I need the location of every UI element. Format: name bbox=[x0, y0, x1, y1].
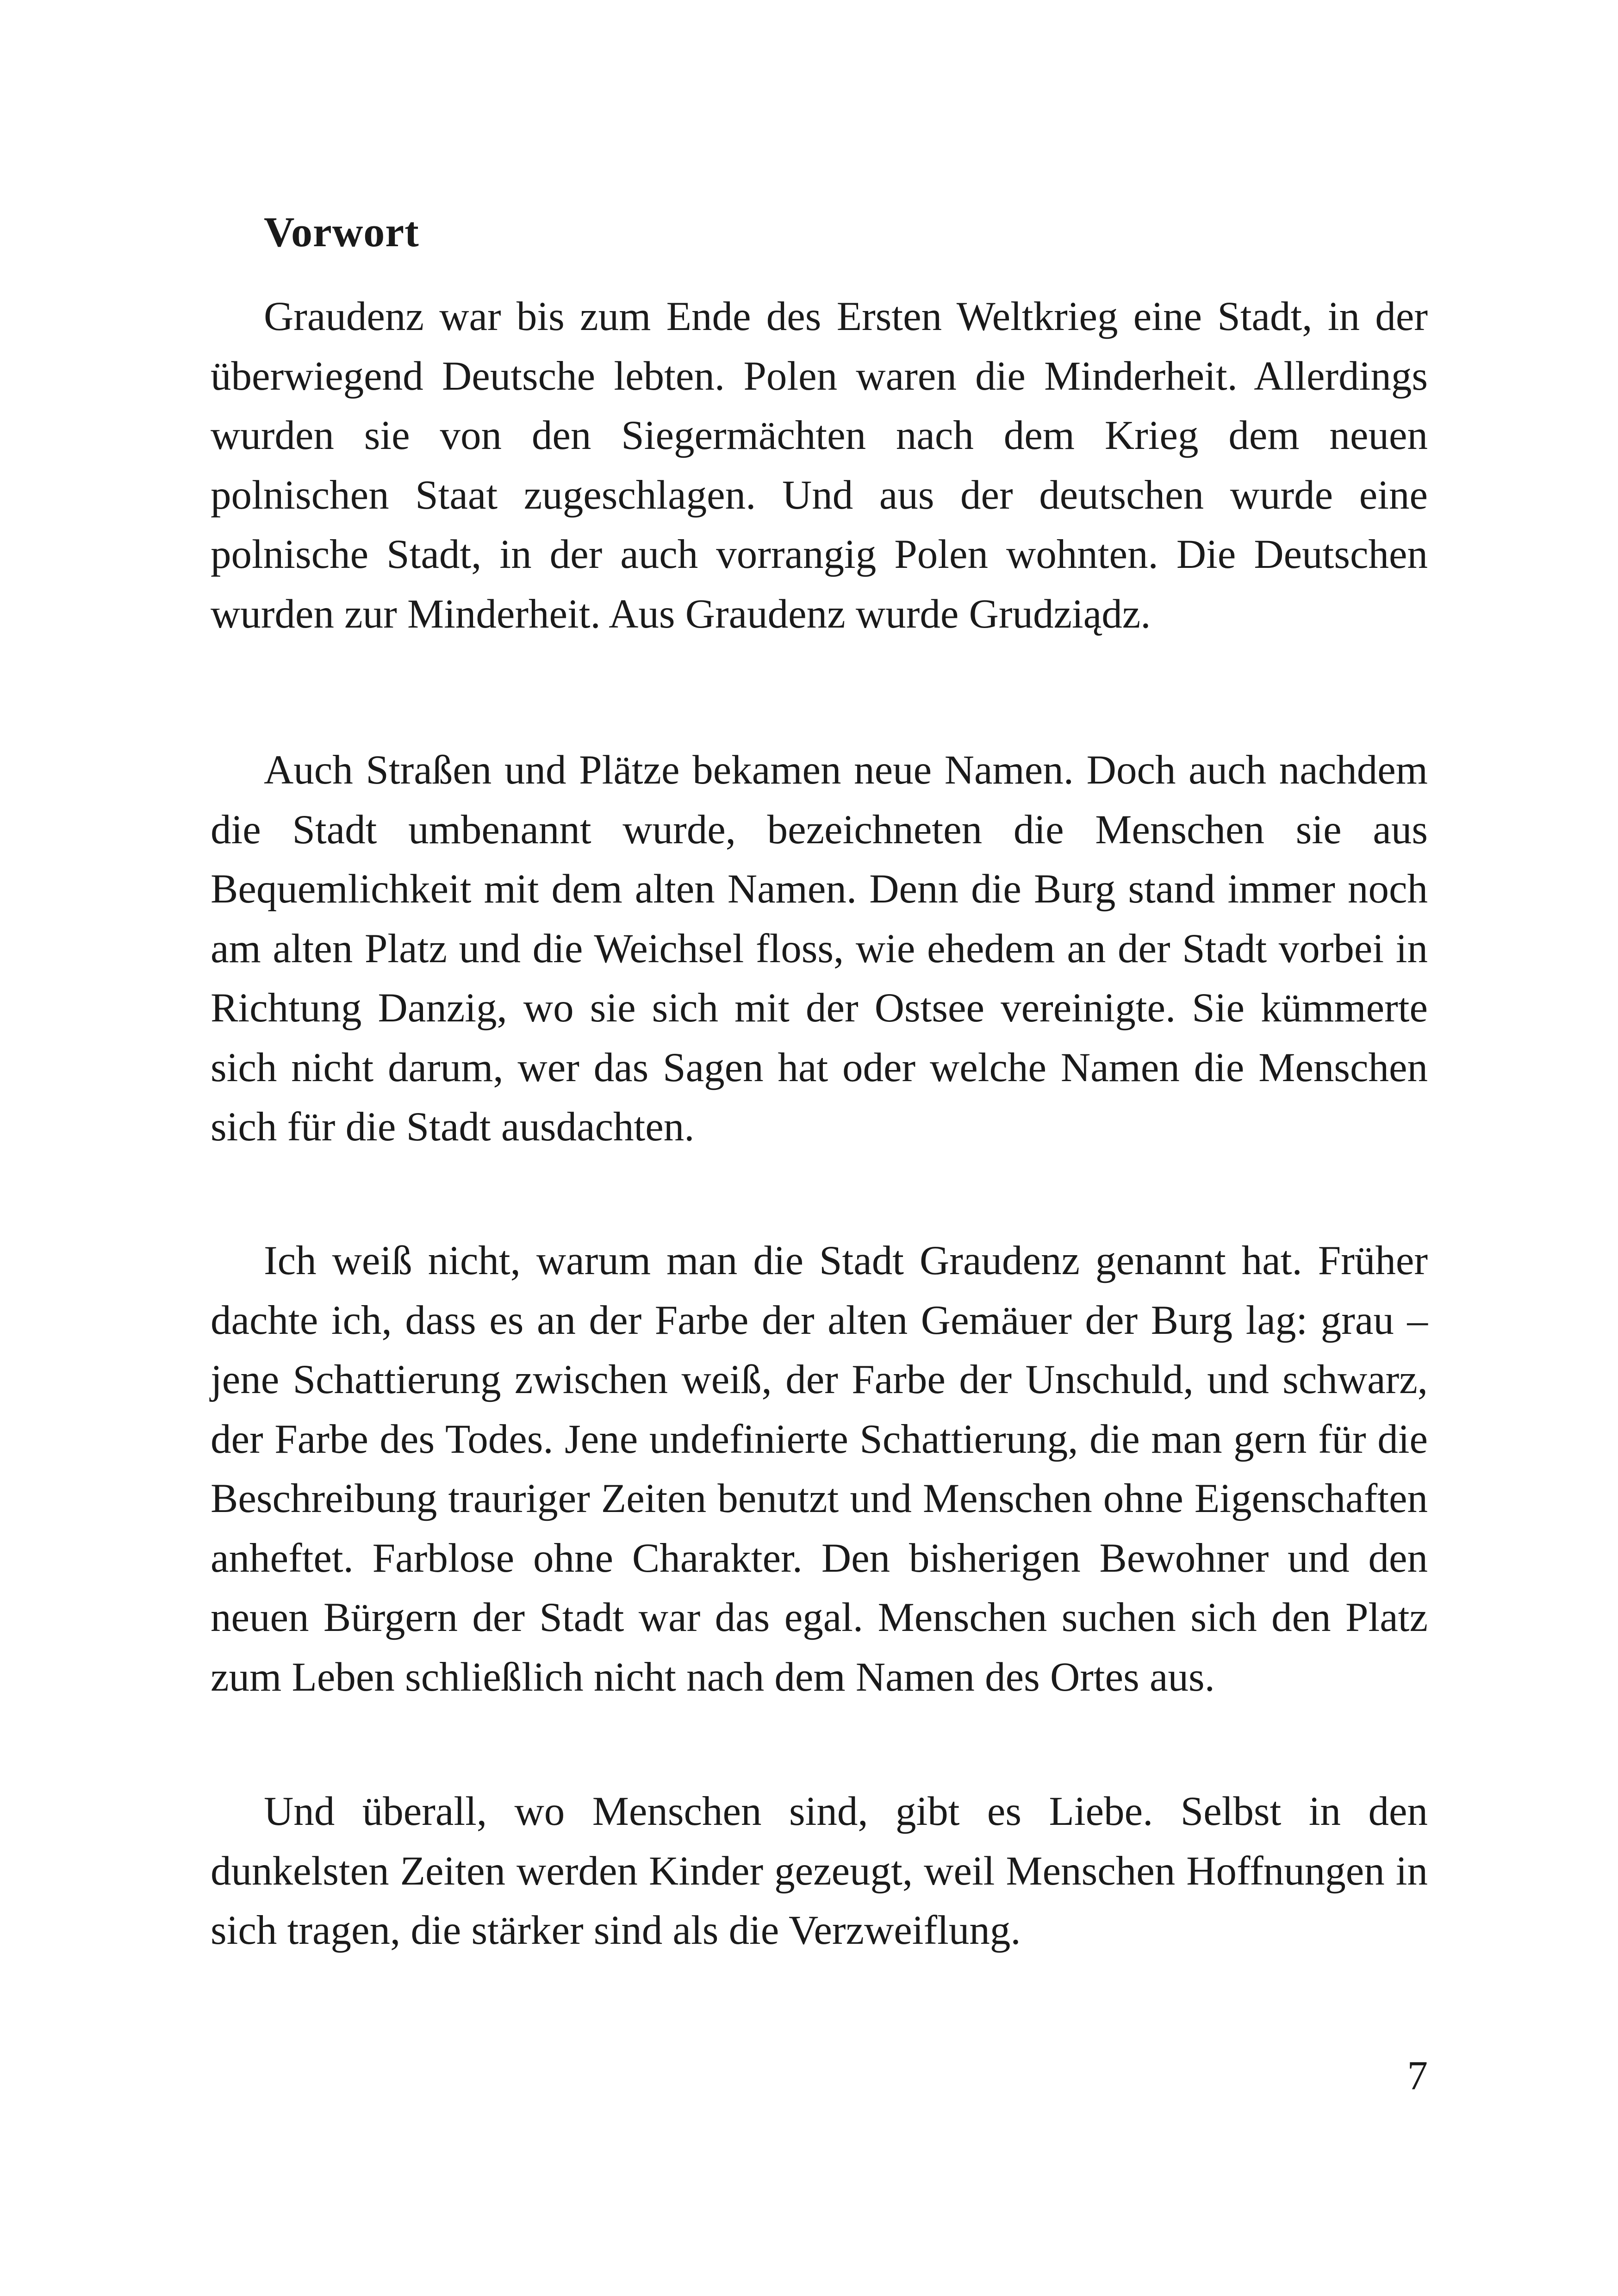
page-number: 7 bbox=[1407, 2053, 1428, 2098]
paragraph-2: Auch Straßen und Plätze bekamen neue Namen. Doch auch nachdem die Stadt umbenannt wurde, bezeichneten die Menschen sie aus Bequemlichkeit mit dem alten Namen. Denn die Burg stand immer noch am alten Platz und die Weichsel floss, wie ehedem an der Stadt vorbei in Richtung Danzig, wo sie sich mit der Ostsee vereinigte. Sie kümmerte sich nicht darum, wer das Sagen hat oder welche Namen die Menschen sich für die Stadt ausdachten. bbox=[211, 747, 1428, 1150]
paragraph-1: Graudenz war bis zum Ende des Ersten Weltkrieg eine Stadt, in der überwiegend Deutsche lebten. Polen waren die Minderheit. Allerdings wurden sie von den Siegermächten nach dem Krieg dem neuen polnischen Staat zugeschlagen. Und aus der deutschen wurde eine polnische Stadt, in der auch vorrangig Polen wohnten. Die Deutschen wurden zur Minderheit. Aus Graudenz wurde Grudziądz. bbox=[211, 294, 1428, 637]
paragraph-4: Und überall, wo Menschen sind, gibt es Liebe. Selbst in den dunkelsten Zeiten werden Kinder gezeugt, weil Menschen Hoffnungen in sich tragen, die stärker sind als die Verzweiflung. bbox=[211, 1789, 1428, 1953]
paragraph-3: Ich weiß nicht, warum man die Stadt Graudenz genannt hat. Früher dachte ich, dass es an der Farbe der alten Gemäuer der Burg lag: grau – jene Schattierung zwischen weiß, der Farbe der Unschuld, und schwarz, der Farbe des Todes. Jene undefinierte Schattierung, die man gern für die Beschreibung trauriger Zeiten benutzt und Menschen ohne Eigenschaften anheftet. Farblose ohne Charakter. Den bisherigen Bewohner und den neuen Bürgern der Stadt war das egal. Menschen suchen sich den Platz zum Leben schließlich nicht nach dem Namen des Ortes aus. bbox=[211, 1238, 1428, 1700]
chapter-title: Vorwort bbox=[264, 208, 419, 255]
